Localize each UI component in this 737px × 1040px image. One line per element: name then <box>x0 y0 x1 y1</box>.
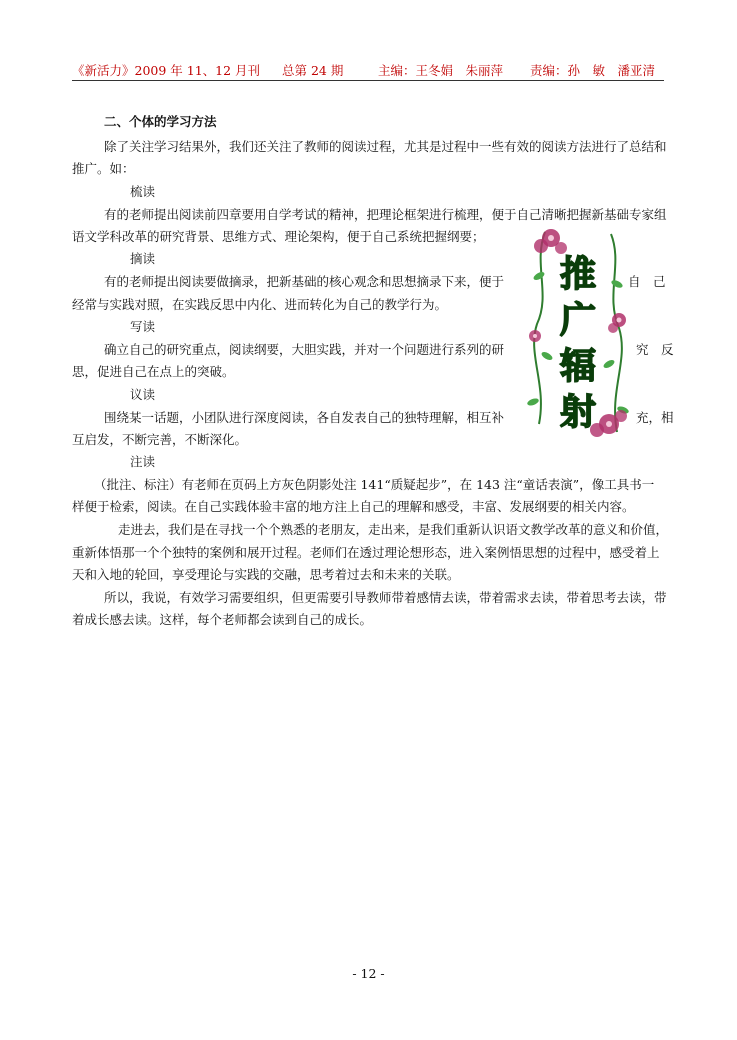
method-zhaidu-line-2: 经常与实践对照，在实践反思中内化、进而转化为自己的教学行为。 <box>72 297 448 312</box>
paragraph-2-line-3: 天和入地的轮回，享受理论与实践的交融，思考着过去和未来的关联。 <box>72 567 460 582</box>
paragraph-3-line-2: 着成长感去读。这样，每个老师都会读到自己的成长。 <box>72 612 373 627</box>
badge-leaf <box>526 397 539 407</box>
page-number: - 12 - <box>352 966 385 981</box>
method-title-xiedu: 写读 <box>130 319 156 334</box>
method-yidu-line-1a: 围绕某一话题，小团队进行深度阅读，各自发表自己的独特理解，相互补 <box>104 410 505 425</box>
badge-vine-right <box>611 234 622 432</box>
intro-line-1: 除了关注学习结果外，我们还关注了教师的阅读过程，尤其是过程中一些有效的阅读方法进行了总结和 <box>104 139 667 154</box>
badge-leaf <box>602 358 615 369</box>
header-duty-editor: 责编：孙 敏 潘亚清 <box>530 63 656 78</box>
badge-flower-right <box>608 313 626 333</box>
method-title-zhudu: 注读 <box>130 454 156 469</box>
method-title-zhaidu: 摘读 <box>130 251 156 266</box>
method-zhudu-line-1: （批注、标注）有老师在页码上方灰色阴影处注 141“质疑起步”，在 143 注“童话表演”，像工具书一 <box>94 477 655 492</box>
method-xiedu-line-1b: 究 反 <box>636 342 674 357</box>
badge-flower-left <box>529 330 541 342</box>
method-title-yidu: 议读 <box>130 387 156 402</box>
badge-char-3: 辐 <box>559 346 597 387</box>
header-journal: 《新活力》2009 年 11、12 月刊 <box>72 63 261 78</box>
paragraph-2-line-1: 走进去，我们是在寻找一个个熟悉的老朋友，走出来，是我们重新认识语文教学改革的意义和价值， <box>118 522 669 537</box>
header-rule <box>72 80 664 81</box>
method-shudu-line-1: 有的老师提出阅读前四章要用自学考试的精神，把理论框架进行梳理，便于自己清晰把握新基础专家组 <box>104 207 667 222</box>
badge-char-4: 射 <box>559 392 597 433</box>
method-shudu-line-2: 语文学科改革的研究背景、思维方式、理论架构，便于自己系统把握纲要； <box>72 229 485 244</box>
method-zhudu-line-2: 样便于检索，阅读。在自己实践体验丰富的地方注上自己的理解和感受，丰富、发展纲要的相关内容。 <box>72 499 635 514</box>
badge-vine-left <box>534 232 545 424</box>
header-issue: 总第 24 期 <box>282 63 344 78</box>
badge-char-2: 广 <box>559 300 597 341</box>
paragraph-3-line-1: 所以，我说，有效学习需要组织，但更需要引导教师带着感情去读，带着需求去读，带着思考去读，带 <box>104 590 667 605</box>
intro-line-2: 推广。如： <box>72 161 135 176</box>
badge-leaf <box>540 350 553 361</box>
running-header <box>72 59 664 81</box>
method-yidu-line-2: 互启发，不断完善，不断深化。 <box>72 432 248 447</box>
section-heading: 二、个体的学习方法 <box>104 114 217 129</box>
badge-flower-top <box>534 229 567 254</box>
paragraph-2-line-2: 重新体悟那一个个独特的案例和展开过程。老师们在透过理论想形态，进入案例悟思想的过程中，感受着上 <box>72 545 660 560</box>
method-xiedu-line-1a: 确立自己的研究重点，阅读纲要，大胆实践，并对一个问题进行系列的研 <box>104 342 505 357</box>
badge-char-1: 推 <box>559 254 597 295</box>
method-zhaidu-line-1b: 自 己 <box>628 274 666 289</box>
method-zhaidu-line-1a: 有的老师提出阅读要做摘录，把新基础的核心观念和思想摘录下来，便于 <box>104 274 505 289</box>
method-yidu-line-1b: 充，相 <box>636 410 674 425</box>
badge-leaf <box>532 270 545 281</box>
method-xiedu-line-2: 思，促进自己在点上的突破。 <box>72 364 235 379</box>
badge-leaf <box>610 279 623 290</box>
method-title-shudu: 梳读 <box>130 184 156 199</box>
promotion-badge <box>525 224 631 442</box>
header-chief-editor: 主编：王冬娟 朱丽萍 <box>378 63 504 78</box>
